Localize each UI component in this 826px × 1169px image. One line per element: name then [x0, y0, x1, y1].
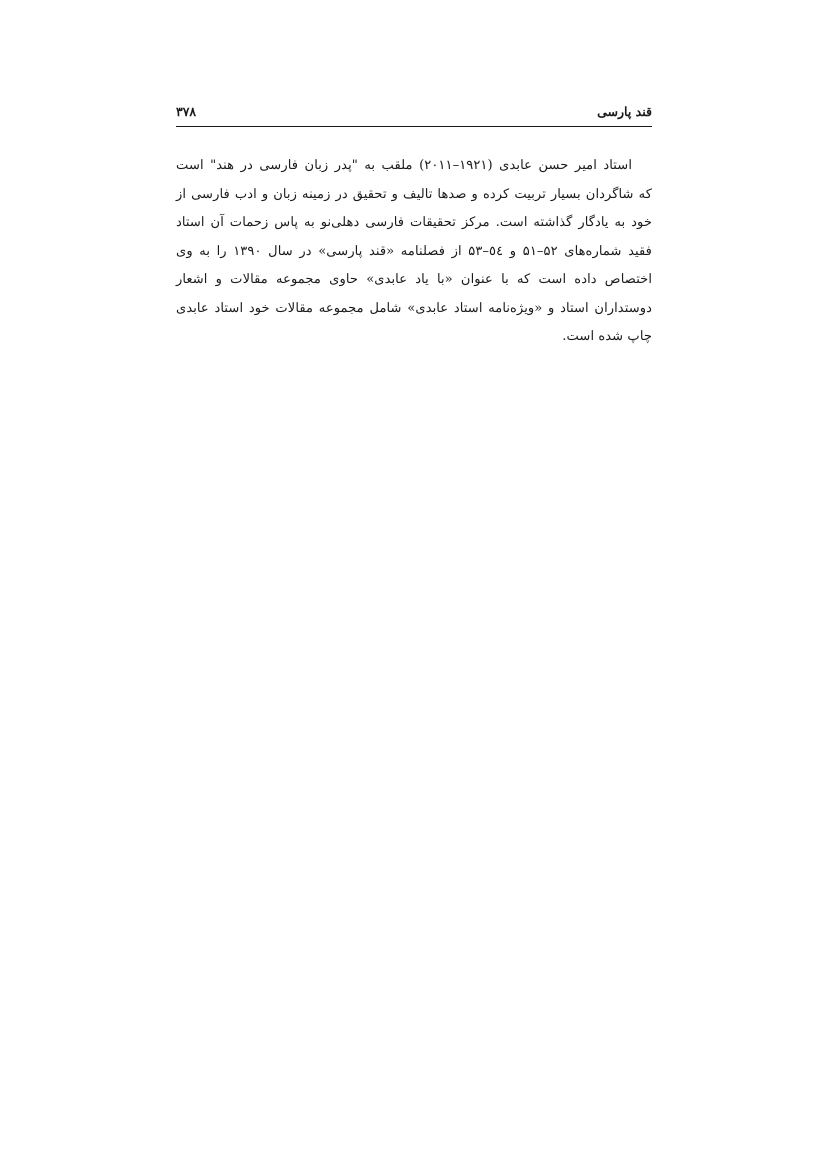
body-paragraph — [176, 152, 652, 352]
journal-title: قند پارسی — [597, 104, 652, 119]
paragraph-line: اختصاص داده است که با عنوان «با یاد عابدی» حاوی مجموعه مقالات و اشعار — [176, 272, 652, 287]
running-header — [176, 96, 652, 127]
paragraph-line: دوستداران استاد و «ویژه‌نامه استاد عابدی» شامل مجموعه مقالات خود استاد عابدی — [176, 300, 652, 316]
paragraph-line: چاپ شده است. — [562, 329, 652, 344]
page-number: ۳۷۸ — [176, 104, 197, 119]
paragraph-line: که شاگردان بسیار تربیت کرده و صدها تالیف و تحقیق در زمینه زبان و ادب فارسی از — [176, 186, 652, 202]
paragraph-line: فقید شماره‌های ۵۲–۵۱ و ٥٤–۵۳ از فصلنامه «قند پارسی» در سال ۱۳۹۰ را به وی — [176, 243, 652, 259]
paragraph-line: استاد امیر حسن عابدی (۱۹۲۱–۲۰۱۱) ملقب به "پدر زبان فارسی در هند" است — [176, 158, 632, 173]
paragraph-line: خود به یادگار گذاشته است. مرکز تحقیقات فارسی دهلی‌نو به پاس زحمات آن استاد — [176, 215, 652, 230]
